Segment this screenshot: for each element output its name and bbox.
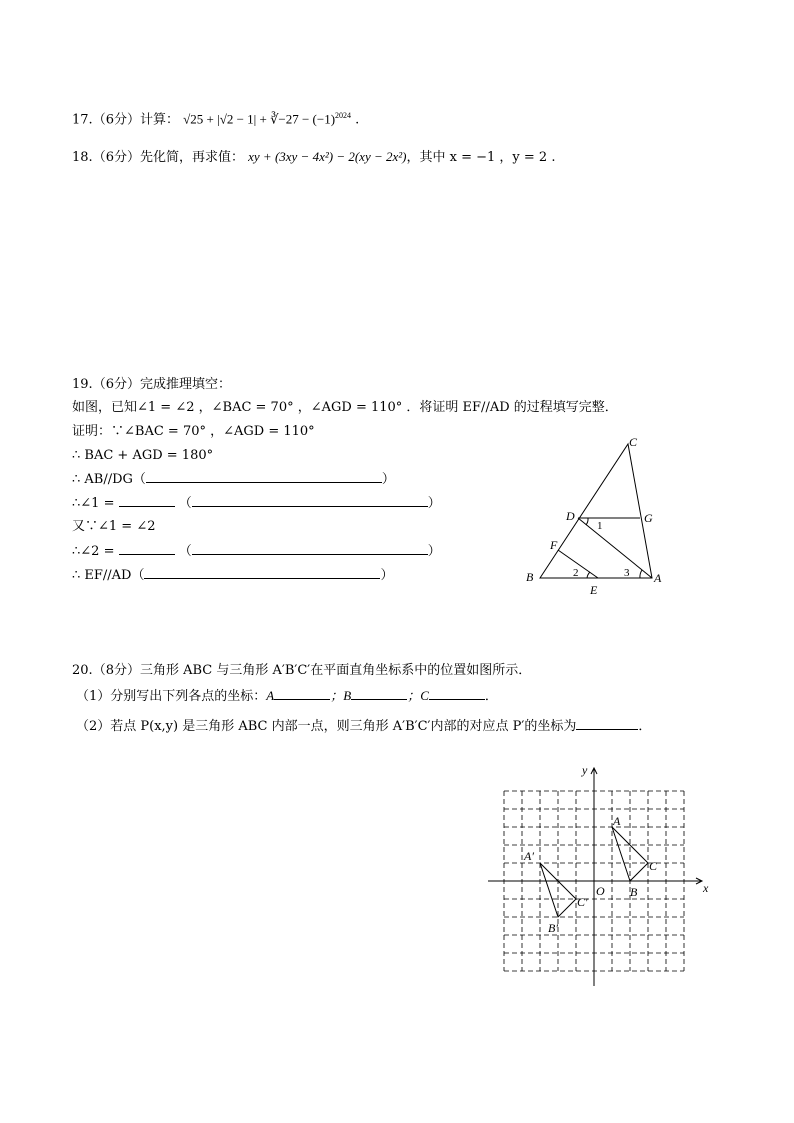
label-e: E <box>590 583 598 597</box>
q19-intro: 如图，已知∠1 = ∠2 ，∠BAC = 70° ，∠AGD = 110° ．将证明 EF//AD 的过程填写完整． <box>72 400 618 415</box>
q19-step6-line <box>72 566 394 585</box>
label-angle-1: 1 <box>597 520 603 532</box>
q19-open-paren: （ <box>178 496 192 511</box>
label-angle-2: 2 <box>573 567 579 579</box>
q19-close-paren: ） <box>427 544 441 559</box>
q19-points: （6分） <box>92 377 140 392</box>
q17-end: . <box>355 112 360 128</box>
q19-blank-angle-3[interactable] <box>119 494 175 507</box>
q20-points: （8分） <box>92 663 140 678</box>
q20-part1-label: （1）分别写出下列各点的坐标： <box>76 689 267 704</box>
q20-part2-text: （2）若点 P(x,y) 是三角形 ABC 内部一点，则三角形 A′B′C′内部的对应点 P′的坐标为 <box>76 719 577 734</box>
q19-blank-reason-5[interactable] <box>192 542 428 555</box>
label-angle-3: 3 <box>624 567 630 579</box>
angle-2-arc <box>587 572 590 578</box>
angle-3-arc <box>640 570 642 578</box>
q19-number: 19. <box>72 377 93 392</box>
grid-label-c-prime: C′ <box>577 895 588 909</box>
grid-label-a-prime: A′ <box>524 849 534 863</box>
q20-blank-c[interactable] <box>429 687 485 700</box>
q20-coordinate-grid <box>482 760 714 992</box>
y-axis-label: y <box>582 763 588 777</box>
q19-proof-start: 证明：∵∠BAC = 70° ，∠AGD = 110° <box>72 424 315 439</box>
label-c: C <box>629 435 638 449</box>
triangle-abc <box>540 444 652 578</box>
q19-open-paren: （ <box>178 544 192 559</box>
q20-b-label: ；B <box>330 688 352 703</box>
grid-label-c: C <box>649 859 658 873</box>
q18-number: 18. <box>72 150 93 165</box>
q18-expression: xy + (3xy − 4x²) − 2(xy − 2x²) <box>248 149 407 164</box>
label-d: D <box>566 509 575 523</box>
q20-number: 20. <box>72 663 93 678</box>
q19-step5-line <box>72 542 441 561</box>
q20-intro: 三角形 ABC 与三角形 A′B′C′在平面直角坐标系中的位置如图所示． <box>139 663 532 678</box>
q18-condition: ，其中 x = −1 ，y = 2 . <box>406 150 556 165</box>
q19-step3-line <box>72 494 441 513</box>
label-g: G <box>644 511 653 525</box>
q19-close-paren: ） <box>427 496 441 511</box>
q19-blank-angle-5[interactable] <box>119 542 175 555</box>
q19-title: 完成推理填空： <box>139 377 231 392</box>
grid-label-a: A <box>613 814 621 828</box>
q17-points: （6分） <box>92 112 140 128</box>
q17-expression: √25 + |√2 − 1| + ∛−27 − (−1) <box>183 111 336 127</box>
q19-step5: ∴∠2 = <box>72 544 115 559</box>
grid-label-b: B <box>630 885 638 899</box>
q20-part1-line <box>76 687 498 706</box>
segment-da <box>578 518 652 578</box>
q18-verb: 先化简，再求值： <box>139 150 244 165</box>
q20-title-line <box>72 662 531 680</box>
q19-step2-line <box>72 470 395 489</box>
grid-label-b-prime: B′ <box>548 921 558 935</box>
q19-step3: ∴∠1 = <box>72 496 115 511</box>
q20-c-label: ；C <box>407 688 429 703</box>
q17-number: 17. <box>72 112 93 128</box>
q20-blank-a[interactable] <box>274 687 330 700</box>
q19-blank-reason-3[interactable] <box>192 494 428 507</box>
q19-title-line <box>72 376 231 394</box>
q19-triangle-figure <box>520 430 680 600</box>
q20-blank-b[interactable] <box>351 687 407 700</box>
q17-line <box>72 107 359 129</box>
q18-points: （6分） <box>92 150 140 165</box>
angle-1-arc <box>586 518 588 525</box>
x-axis-label: x <box>703 881 709 895</box>
q19-blank-reason-6[interactable] <box>144 566 380 579</box>
q19-step6: ∴ EF//AD（ <box>72 568 145 583</box>
label-a: A <box>654 571 662 585</box>
q20-a-label: A <box>266 688 275 703</box>
origin-label: O <box>596 884 605 898</box>
q17-verb: 计算： <box>139 112 179 128</box>
q19-blank-reason-2[interactable] <box>146 470 382 483</box>
q19-step4: 又∵∠1 = ∠2 <box>72 519 156 534</box>
q20-part2-end: ． <box>638 719 652 734</box>
q20-part2-line <box>76 717 651 736</box>
label-b: B <box>526 570 534 584</box>
q20-blank-p-prime[interactable] <box>576 717 638 730</box>
label-f: F <box>550 538 558 552</box>
q19-close-paren: ） <box>381 472 395 487</box>
q17-exponent: 2024 <box>335 111 352 120</box>
q18-line <box>72 148 555 167</box>
q19-close-paren: ） <box>380 568 394 583</box>
q19-step2: ∴ AB//DG（ <box>72 472 146 487</box>
q20-part1-end: ． <box>484 689 498 704</box>
q19-step1: ∴ BAC + AGD = 180° <box>72 448 214 463</box>
